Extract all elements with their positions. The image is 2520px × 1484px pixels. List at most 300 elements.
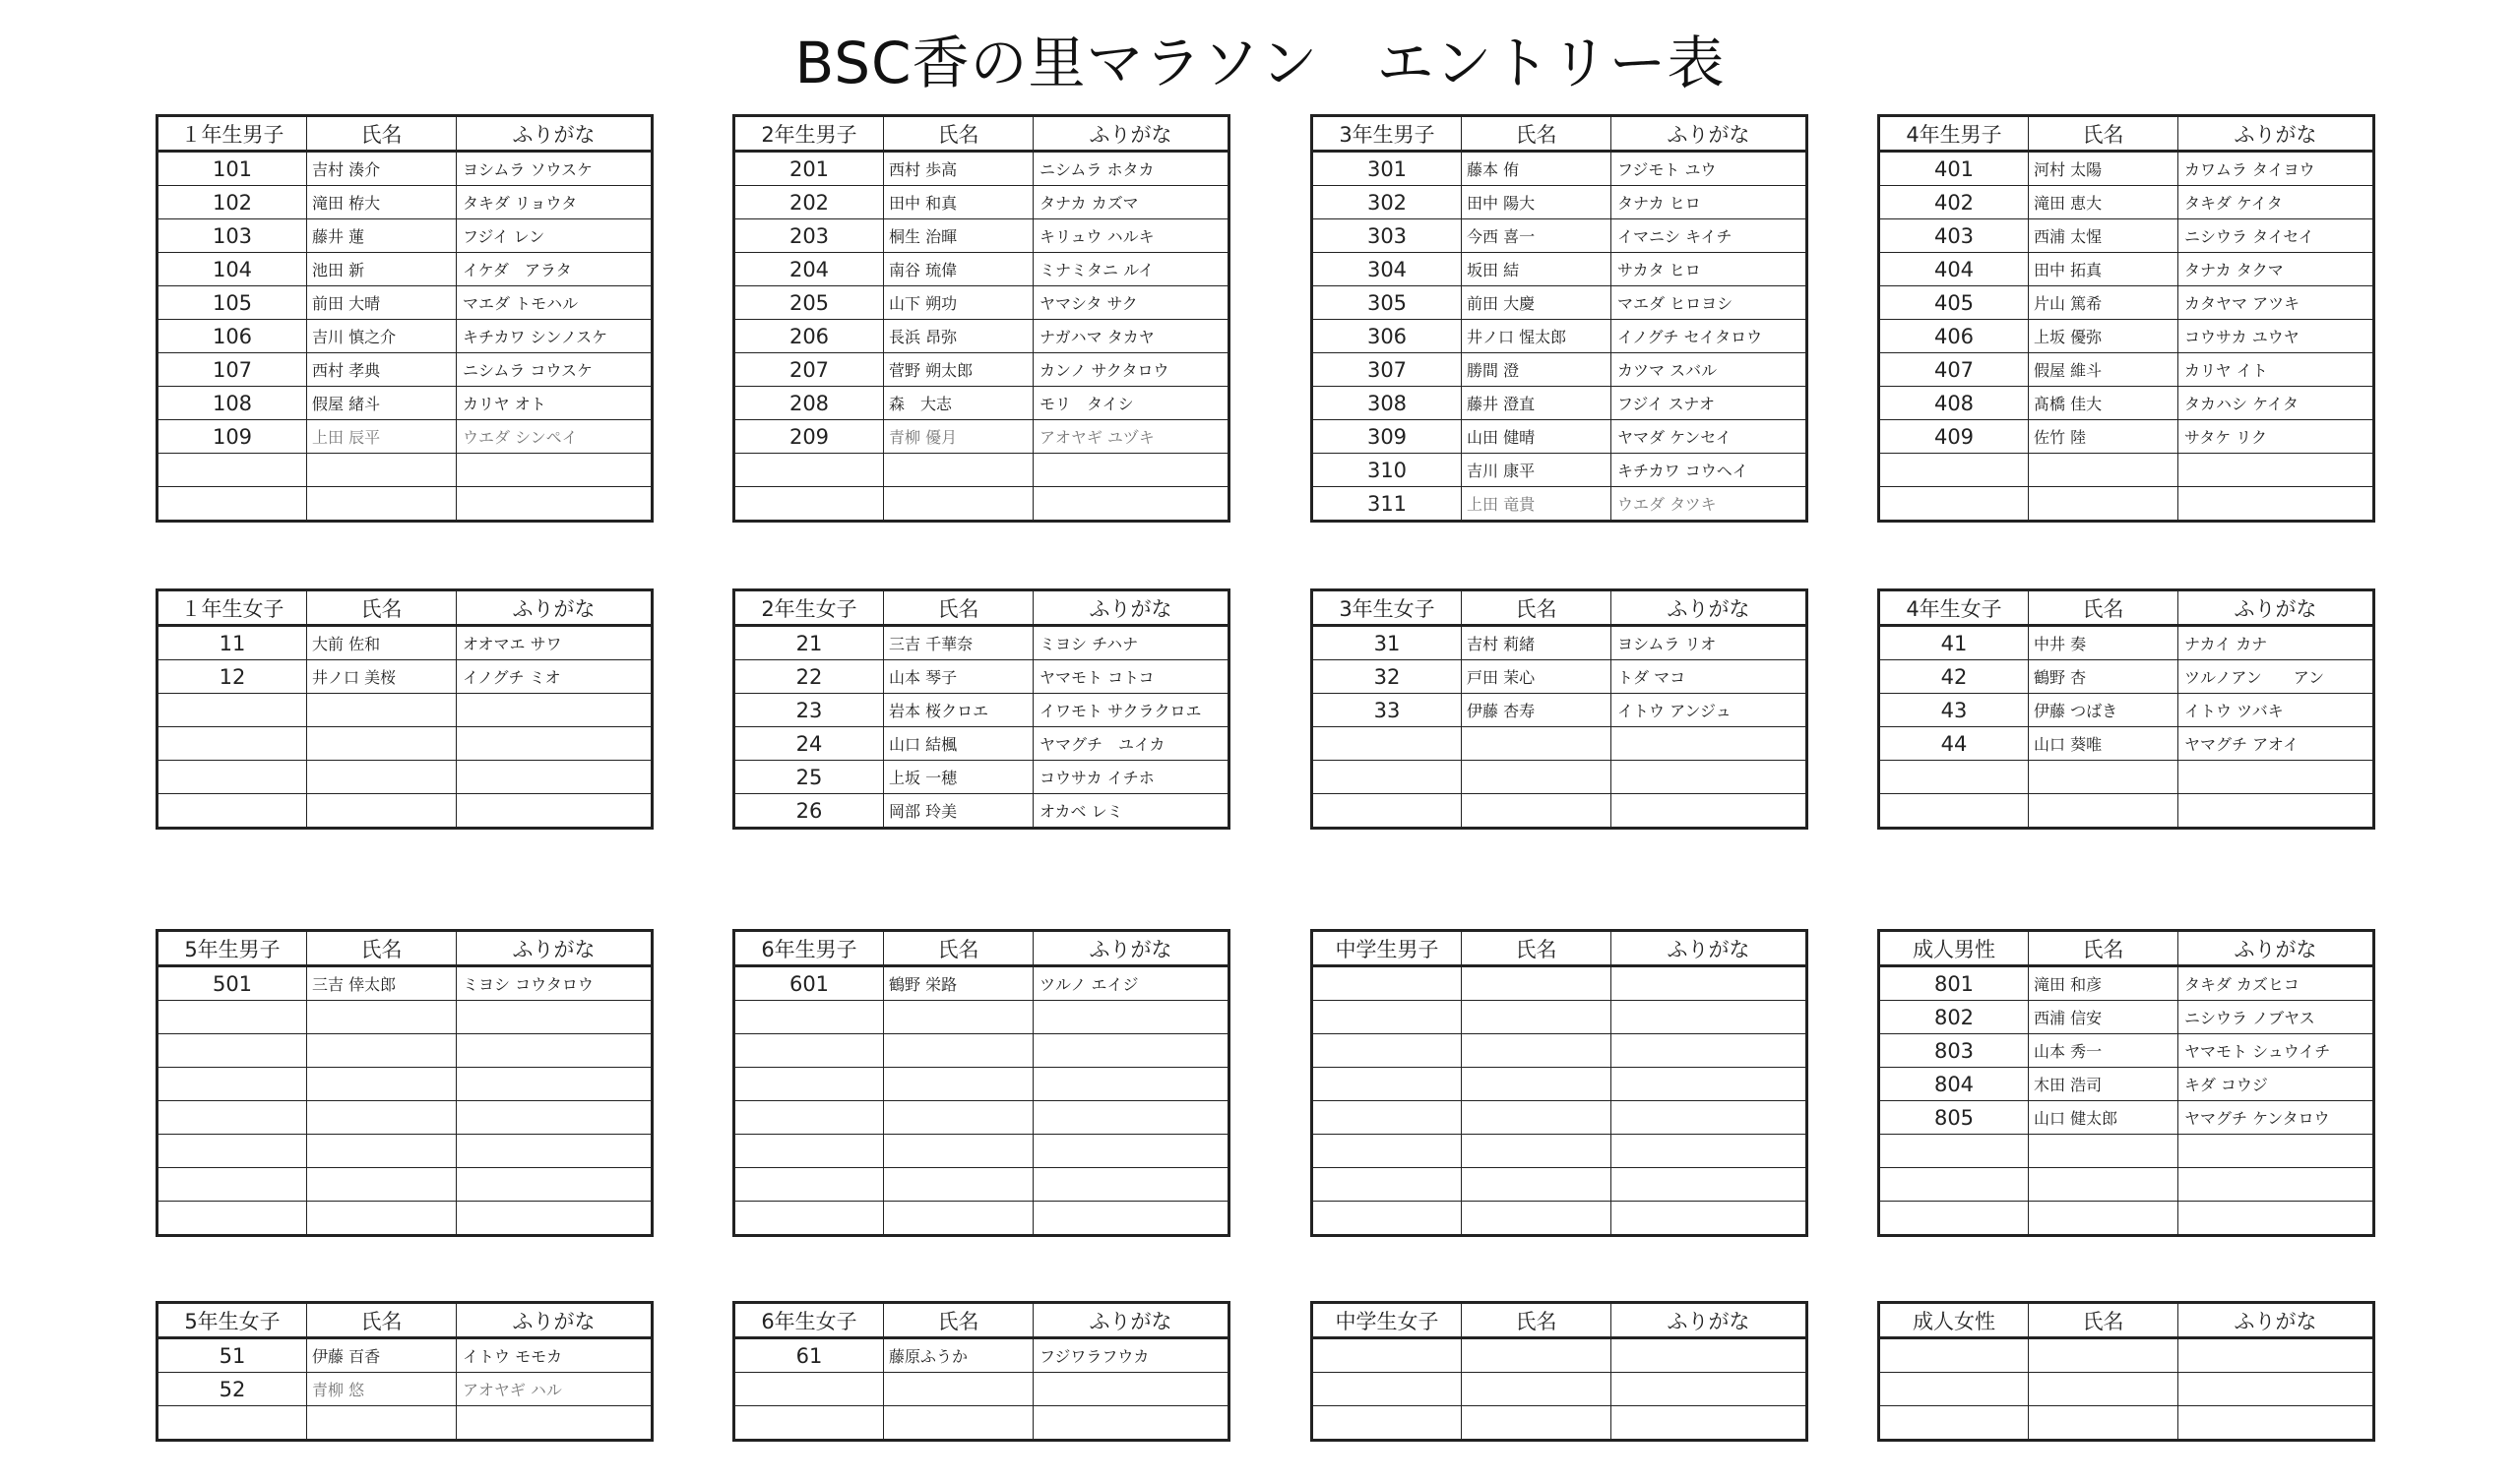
runner-furigana: イマニシ キイチ bbox=[1611, 219, 1807, 253]
bib-number: 402 bbox=[1879, 186, 2029, 219]
table-row bbox=[158, 1068, 653, 1101]
runner-name-empty bbox=[1462, 1068, 1611, 1101]
bib-number-empty bbox=[1312, 1202, 1462, 1236]
table-row bbox=[1312, 1168, 1807, 1202]
table-row bbox=[1312, 420, 1807, 454]
runner-furigana-empty bbox=[457, 1101, 653, 1135]
bib-number-empty bbox=[158, 694, 307, 727]
table-row bbox=[734, 1068, 1229, 1101]
runner-name: 髙橋 佳大 bbox=[2029, 387, 2178, 420]
runner-furigana-empty bbox=[1611, 1135, 1807, 1168]
bib-number-empty bbox=[158, 1101, 307, 1135]
category-header: １年生男子 bbox=[158, 116, 307, 152]
runner-furigana: タナカ カズマ bbox=[1034, 186, 1229, 219]
table-row bbox=[158, 353, 653, 387]
runner-name: 南谷 琉偉 bbox=[884, 253, 1034, 286]
bib-number: 101 bbox=[158, 152, 307, 186]
runner-name: 西浦 信安 bbox=[2029, 1001, 2178, 1034]
runner-furigana: ウエダ シンペイ bbox=[457, 420, 653, 454]
runner-name: 青柳 優月 bbox=[884, 420, 1034, 454]
runner-furigana: サカタ ヒロ bbox=[1611, 253, 1807, 286]
furigana-header: ふりがな bbox=[1611, 590, 1807, 626]
runner-furigana: ツルノ エイジ bbox=[1034, 966, 1229, 1001]
bib-number-empty bbox=[1312, 1338, 1462, 1373]
runner-furigana-empty bbox=[1611, 1034, 1807, 1068]
bib-number-empty bbox=[734, 1068, 884, 1101]
name-header: 氏名 bbox=[884, 1303, 1034, 1338]
runner-name: 滝田 恵大 bbox=[2029, 186, 2178, 219]
table-row bbox=[158, 1338, 653, 1373]
runner-name-empty bbox=[1462, 1168, 1611, 1202]
category-header: 3年生女子 bbox=[1312, 590, 1462, 626]
furigana-header: ふりがな bbox=[457, 931, 653, 966]
runner-name: 大前 佐和 bbox=[307, 626, 457, 660]
furigana-header: ふりがな bbox=[1611, 931, 1807, 966]
bib-number: 105 bbox=[158, 286, 307, 320]
runner-name: 吉川 康平 bbox=[1462, 454, 1611, 487]
table-row bbox=[1312, 1338, 1807, 1373]
runner-name-empty bbox=[307, 694, 457, 727]
runner-name: 上田 竜貴 bbox=[1462, 487, 1611, 522]
runner-name: 假屋 維斗 bbox=[2029, 353, 2178, 387]
table-row bbox=[158, 1135, 653, 1168]
runner-name: 吉村 湊介 bbox=[307, 152, 457, 186]
bib-number-empty bbox=[734, 1168, 884, 1202]
bib-number-empty bbox=[1312, 1068, 1462, 1101]
bib-number-empty bbox=[1879, 1406, 2029, 1441]
bib-number-empty bbox=[734, 1135, 884, 1168]
table-row bbox=[158, 253, 653, 286]
bib-number: 24 bbox=[734, 727, 884, 761]
runner-furigana-empty bbox=[457, 487, 653, 522]
bib-number: 207 bbox=[734, 353, 884, 387]
runner-furigana-empty bbox=[457, 761, 653, 794]
bib-number-empty bbox=[1879, 761, 2029, 794]
furigana-header: ふりがな bbox=[457, 590, 653, 626]
table-row bbox=[734, 1001, 1229, 1034]
runner-name: 吉村 莉緒 bbox=[1462, 626, 1611, 660]
table-row bbox=[1879, 1001, 2374, 1034]
runner-name: 佐竹 陸 bbox=[2029, 420, 2178, 454]
runner-furigana: タキダ リョウタ bbox=[457, 186, 653, 219]
bib-number: 31 bbox=[1312, 626, 1462, 660]
runner-name-empty bbox=[884, 1373, 1034, 1406]
runner-furigana: イワモト サクラクロエ bbox=[1034, 694, 1229, 727]
runner-furigana-empty bbox=[2178, 1373, 2374, 1406]
runner-furigana-empty bbox=[2178, 1338, 2374, 1373]
bib-number-empty bbox=[1312, 1001, 1462, 1034]
runner-name-empty bbox=[307, 1168, 457, 1202]
bib-number: 805 bbox=[1879, 1101, 2029, 1135]
table-row bbox=[1312, 761, 1807, 794]
bib-number: 407 bbox=[1879, 353, 2029, 387]
runner-furigana: オカベ レミ bbox=[1034, 794, 1229, 829]
bib-number-empty bbox=[1312, 761, 1462, 794]
table-row bbox=[1312, 626, 1807, 660]
entry-table-grid bbox=[156, 588, 654, 830]
runner-furigana: マエダ トモハル bbox=[457, 286, 653, 320]
bib-number-empty bbox=[1879, 1135, 2029, 1168]
bib-number-empty bbox=[1312, 966, 1462, 1001]
table-row bbox=[158, 420, 653, 454]
table-row bbox=[734, 727, 1229, 761]
bib-number-empty bbox=[734, 1202, 884, 1236]
entry-table bbox=[1310, 114, 1808, 523]
runner-furigana: タキダ カズヒコ bbox=[2178, 966, 2374, 1001]
runner-name-empty bbox=[884, 1406, 1034, 1441]
table-row bbox=[734, 1338, 1229, 1373]
runner-name: 西村 歩高 bbox=[884, 152, 1034, 186]
bib-number: 107 bbox=[158, 353, 307, 387]
runner-furigana: イケダ アラタ bbox=[457, 253, 653, 286]
runner-furigana: キリュウ ハルキ bbox=[1034, 219, 1229, 253]
runner-furigana-empty bbox=[457, 454, 653, 487]
runner-name-empty bbox=[884, 1068, 1034, 1101]
bib-number: 25 bbox=[734, 761, 884, 794]
runner-furigana-empty bbox=[1034, 1168, 1229, 1202]
table-header-row bbox=[734, 931, 1229, 966]
runner-name: 井ノ口 美桜 bbox=[307, 660, 457, 694]
bib-number-empty bbox=[1879, 1338, 2029, 1373]
runner-name: 藤原ふうか bbox=[884, 1338, 1034, 1373]
runner-name: 井ノ口 惺太郎 bbox=[1462, 320, 1611, 353]
bib-number-empty bbox=[1312, 727, 1462, 761]
runner-name-empty bbox=[884, 1168, 1034, 1202]
bib-number-empty bbox=[158, 794, 307, 829]
bib-number: 52 bbox=[158, 1373, 307, 1406]
table-row bbox=[1879, 660, 2374, 694]
entry-table bbox=[1877, 929, 2375, 1237]
bib-number: 304 bbox=[1312, 253, 1462, 286]
table-row bbox=[1312, 794, 1807, 829]
runner-name: 田中 和真 bbox=[884, 186, 1034, 219]
bib-number: 310 bbox=[1312, 454, 1462, 487]
table-row bbox=[158, 761, 653, 794]
runner-name-empty bbox=[307, 1101, 457, 1135]
runner-name: 勝間 澄 bbox=[1462, 353, 1611, 387]
runner-furigana: キチカワ コウヘイ bbox=[1611, 454, 1807, 487]
runner-furigana: ヤマモト コトコ bbox=[1034, 660, 1229, 694]
bib-number: 406 bbox=[1879, 320, 2029, 353]
runner-furigana: イトウ アンジュ bbox=[1611, 694, 1807, 727]
entry-table-grid bbox=[1877, 1301, 2375, 1442]
runner-name-empty bbox=[2029, 794, 2178, 829]
runner-furigana: キチカワ シンノスケ bbox=[457, 320, 653, 353]
table-row bbox=[1879, 487, 2374, 522]
category-header: 6年生男子 bbox=[734, 931, 884, 966]
runner-name-empty bbox=[1462, 727, 1611, 761]
runner-furigana: イノグチ ミオ bbox=[457, 660, 653, 694]
table-row bbox=[158, 1001, 653, 1034]
table-row bbox=[734, 694, 1229, 727]
table-row bbox=[1312, 487, 1807, 522]
runner-furigana: モリ タイシ bbox=[1034, 387, 1229, 420]
runner-name: 西村 孝典 bbox=[307, 353, 457, 387]
table-row bbox=[1879, 219, 2374, 253]
table-header-row bbox=[734, 116, 1229, 152]
runner-furigana-empty bbox=[1611, 1373, 1807, 1406]
runner-name-empty bbox=[307, 1406, 457, 1441]
runner-name: 田中 拓真 bbox=[2029, 253, 2178, 286]
bib-number: 23 bbox=[734, 694, 884, 727]
runner-name-empty bbox=[307, 1068, 457, 1101]
runner-name: 滝田 栫大 bbox=[307, 186, 457, 219]
table-row bbox=[734, 320, 1229, 353]
name-header: 氏名 bbox=[307, 931, 457, 966]
bib-number: 302 bbox=[1312, 186, 1462, 219]
runner-furigana: ヤマシタ サク bbox=[1034, 286, 1229, 320]
table-row bbox=[1879, 626, 2374, 660]
table-row bbox=[158, 1101, 653, 1135]
bib-number-empty bbox=[734, 1034, 884, 1068]
runner-name-empty bbox=[307, 1202, 457, 1236]
entry-table bbox=[156, 114, 654, 523]
runner-furigana: ヤマモト シュウイチ bbox=[2178, 1034, 2374, 1068]
runner-name-empty bbox=[884, 1202, 1034, 1236]
bib-number: 307 bbox=[1312, 353, 1462, 387]
bib-number-empty bbox=[734, 1373, 884, 1406]
table-row bbox=[1879, 387, 2374, 420]
runner-name: 森 大志 bbox=[884, 387, 1034, 420]
table-row bbox=[158, 1406, 653, 1441]
entry-table-grid bbox=[732, 588, 1230, 830]
name-header: 氏名 bbox=[884, 116, 1034, 152]
bib-number: 401 bbox=[1879, 152, 2029, 186]
runner-name-empty bbox=[307, 454, 457, 487]
table-row bbox=[158, 152, 653, 186]
table-row bbox=[734, 420, 1229, 454]
runner-furigana: ニシムラ ホタカ bbox=[1034, 152, 1229, 186]
runner-furigana: カワムラ タイヨウ bbox=[2178, 152, 2374, 186]
bib-number-empty bbox=[1879, 487, 2029, 522]
bib-number: 601 bbox=[734, 966, 884, 1001]
table-row bbox=[158, 454, 653, 487]
table-row bbox=[1879, 152, 2374, 186]
runner-furigana: タナカ ヒロ bbox=[1611, 186, 1807, 219]
runner-furigana-empty bbox=[457, 1168, 653, 1202]
runner-name-empty bbox=[884, 1034, 1034, 1068]
bib-number-empty bbox=[1879, 794, 2029, 829]
table-row bbox=[734, 761, 1229, 794]
name-header: 氏名 bbox=[1462, 1303, 1611, 1338]
bib-number-empty bbox=[1879, 1168, 2029, 1202]
bib-number: 301 bbox=[1312, 152, 1462, 186]
table-row bbox=[1879, 794, 2374, 829]
runner-furigana-empty bbox=[1034, 1101, 1229, 1135]
runner-furigana: タナカ タクマ bbox=[2178, 253, 2374, 286]
runner-furigana-empty bbox=[1611, 1001, 1807, 1034]
table-row bbox=[1312, 152, 1807, 186]
entry-table-grid bbox=[1310, 929, 1808, 1237]
entry-table-grid bbox=[1877, 588, 2375, 830]
furigana-header: ふりがな bbox=[1034, 1303, 1229, 1338]
entry-table-grid bbox=[732, 114, 1230, 523]
runner-furigana: ナガハマ タカヤ bbox=[1034, 320, 1229, 353]
category-header: 4年生女子 bbox=[1879, 590, 2029, 626]
runner-name: 桐生 治暉 bbox=[884, 219, 1034, 253]
furigana-header: ふりがな bbox=[2178, 590, 2374, 626]
entry-table bbox=[1877, 1301, 2375, 1442]
table-row bbox=[1879, 1068, 2374, 1101]
bib-number-empty bbox=[158, 1001, 307, 1034]
runner-name: 中井 奏 bbox=[2029, 626, 2178, 660]
table-row bbox=[1879, 1406, 2374, 1441]
runner-name: 伊藤 杏寿 bbox=[1462, 694, 1611, 727]
runner-name-empty bbox=[2029, 1406, 2178, 1441]
runner-name: 片山 篤希 bbox=[2029, 286, 2178, 320]
runner-name: 山口 結楓 bbox=[884, 727, 1034, 761]
runner-name-empty bbox=[1462, 794, 1611, 829]
runner-name: 戸田 茉心 bbox=[1462, 660, 1611, 694]
runner-name-empty bbox=[2029, 1135, 2178, 1168]
table-row bbox=[1312, 387, 1807, 420]
bib-number: 501 bbox=[158, 966, 307, 1001]
runner-furigana-empty bbox=[1034, 1406, 1229, 1441]
bib-number-empty bbox=[158, 1168, 307, 1202]
runner-name-empty bbox=[884, 1135, 1034, 1168]
furigana-header: ふりがな bbox=[1034, 931, 1229, 966]
name-header: 氏名 bbox=[2029, 116, 2178, 152]
runner-name: 山本 秀一 bbox=[2029, 1034, 2178, 1068]
bib-number: 22 bbox=[734, 660, 884, 694]
runner-name: 山下 朔功 bbox=[884, 286, 1034, 320]
runner-furigana: カリヤ イト bbox=[2178, 353, 2374, 387]
furigana-header: ふりがな bbox=[1611, 1303, 1807, 1338]
bib-number: 403 bbox=[1879, 219, 2029, 253]
runner-furigana: サタケ リク bbox=[2178, 420, 2374, 454]
table-row bbox=[734, 387, 1229, 420]
bib-number-empty bbox=[158, 727, 307, 761]
runner-name-empty bbox=[2029, 487, 2178, 522]
runner-name: 假屋 緒斗 bbox=[307, 387, 457, 420]
runner-name: 滝田 和彦 bbox=[2029, 966, 2178, 1001]
runner-furigana-empty bbox=[1611, 1168, 1807, 1202]
category-header: 中学生女子 bbox=[1312, 1303, 1462, 1338]
runner-name-empty bbox=[307, 487, 457, 522]
bib-number-empty bbox=[734, 487, 884, 522]
category-header: 成人女性 bbox=[1879, 1303, 2029, 1338]
runner-name-empty bbox=[307, 761, 457, 794]
runner-name: 岡部 玲美 bbox=[884, 794, 1034, 829]
runner-name: 青柳 悠 bbox=[307, 1373, 457, 1406]
runner-furigana-empty bbox=[457, 794, 653, 829]
table-row bbox=[1879, 420, 2374, 454]
runner-name: 藤井 蓮 bbox=[307, 219, 457, 253]
table-row bbox=[1879, 1373, 2374, 1406]
table-row bbox=[1312, 660, 1807, 694]
bib-number: 33 bbox=[1312, 694, 1462, 727]
table-row bbox=[734, 152, 1229, 186]
table-row bbox=[158, 660, 653, 694]
table-row bbox=[1312, 1135, 1807, 1168]
runner-furigana-empty bbox=[2178, 1135, 2374, 1168]
runner-furigana: ナカイ カナ bbox=[2178, 626, 2374, 660]
runner-name: 前田 大慶 bbox=[1462, 286, 1611, 320]
runner-furigana-empty bbox=[1611, 1338, 1807, 1373]
table-row bbox=[734, 1202, 1229, 1236]
table-row bbox=[1312, 454, 1807, 487]
table-row bbox=[734, 1034, 1229, 1068]
runner-furigana-empty bbox=[1034, 1001, 1229, 1034]
runner-name-empty bbox=[1462, 966, 1611, 1001]
table-row bbox=[734, 219, 1229, 253]
table-row bbox=[158, 694, 653, 727]
name-header: 氏名 bbox=[1462, 931, 1611, 966]
runner-furigana-empty bbox=[457, 727, 653, 761]
bib-number-empty bbox=[158, 1135, 307, 1168]
table-row bbox=[1312, 1101, 1807, 1135]
furigana-header: ふりがな bbox=[2178, 931, 2374, 966]
category-header: 2年生女子 bbox=[734, 590, 884, 626]
runner-name: 山本 琴子 bbox=[884, 660, 1034, 694]
table-row bbox=[158, 1168, 653, 1202]
bib-number: 61 bbox=[734, 1338, 884, 1373]
entry-table bbox=[1877, 588, 2375, 830]
table-row bbox=[734, 1101, 1229, 1135]
entry-table bbox=[1877, 114, 2375, 523]
runner-name-empty bbox=[1462, 1135, 1611, 1168]
table-row bbox=[1879, 727, 2374, 761]
runner-furigana-empty bbox=[2178, 761, 2374, 794]
table-row bbox=[1879, 1135, 2374, 1168]
runner-name: 鶴野 杏 bbox=[2029, 660, 2178, 694]
entry-table bbox=[732, 929, 1230, 1237]
table-row bbox=[734, 186, 1229, 219]
bib-number-empty bbox=[1312, 794, 1462, 829]
entry-table-grid bbox=[1877, 929, 2375, 1237]
bib-number: 408 bbox=[1879, 387, 2029, 420]
runner-furigana: ニシムラ コウスケ bbox=[457, 353, 653, 387]
runner-furigana-empty bbox=[457, 1135, 653, 1168]
runner-furigana-empty bbox=[1611, 727, 1807, 761]
runner-furigana-empty bbox=[1034, 1034, 1229, 1068]
table-row bbox=[734, 1406, 1229, 1441]
runner-furigana-empty bbox=[1034, 1068, 1229, 1101]
runner-name-empty bbox=[1462, 1034, 1611, 1068]
bib-number-empty bbox=[734, 1101, 884, 1135]
table-header-row bbox=[1879, 931, 2374, 966]
runner-furigana: タカハシ ケイタ bbox=[2178, 387, 2374, 420]
table-header-row bbox=[734, 590, 1229, 626]
entry-table bbox=[1310, 1301, 1808, 1442]
runner-name-empty bbox=[307, 794, 457, 829]
table-row bbox=[1879, 966, 2374, 1001]
table-row bbox=[1312, 1373, 1807, 1406]
name-header: 氏名 bbox=[307, 590, 457, 626]
table-row bbox=[1312, 219, 1807, 253]
entry-table-grid bbox=[1877, 114, 2375, 523]
runner-furigana: ミヨシ チハナ bbox=[1034, 626, 1229, 660]
runner-name-empty bbox=[2029, 1168, 2178, 1202]
runner-name: 前田 大晴 bbox=[307, 286, 457, 320]
runner-furigana: フジモト ユウ bbox=[1611, 152, 1807, 186]
runner-furigana: ニシウラ タイセイ bbox=[2178, 219, 2374, 253]
runner-furigana-empty bbox=[2178, 487, 2374, 522]
entry-table bbox=[156, 929, 654, 1237]
bib-number-empty bbox=[158, 1406, 307, 1441]
runner-furigana-empty bbox=[2178, 1202, 2374, 1236]
table-row bbox=[158, 320, 653, 353]
bib-number: 201 bbox=[734, 152, 884, 186]
runner-name: 山口 葵唯 bbox=[2029, 727, 2178, 761]
bib-number-empty bbox=[1312, 1406, 1462, 1441]
table-row bbox=[1879, 454, 2374, 487]
bib-number: 42 bbox=[1879, 660, 2029, 694]
runner-name-empty bbox=[307, 1135, 457, 1168]
entry-table-grid bbox=[732, 929, 1230, 1237]
runner-furigana: マエダ ヒロヨシ bbox=[1611, 286, 1807, 320]
bib-number-empty bbox=[1312, 1101, 1462, 1135]
